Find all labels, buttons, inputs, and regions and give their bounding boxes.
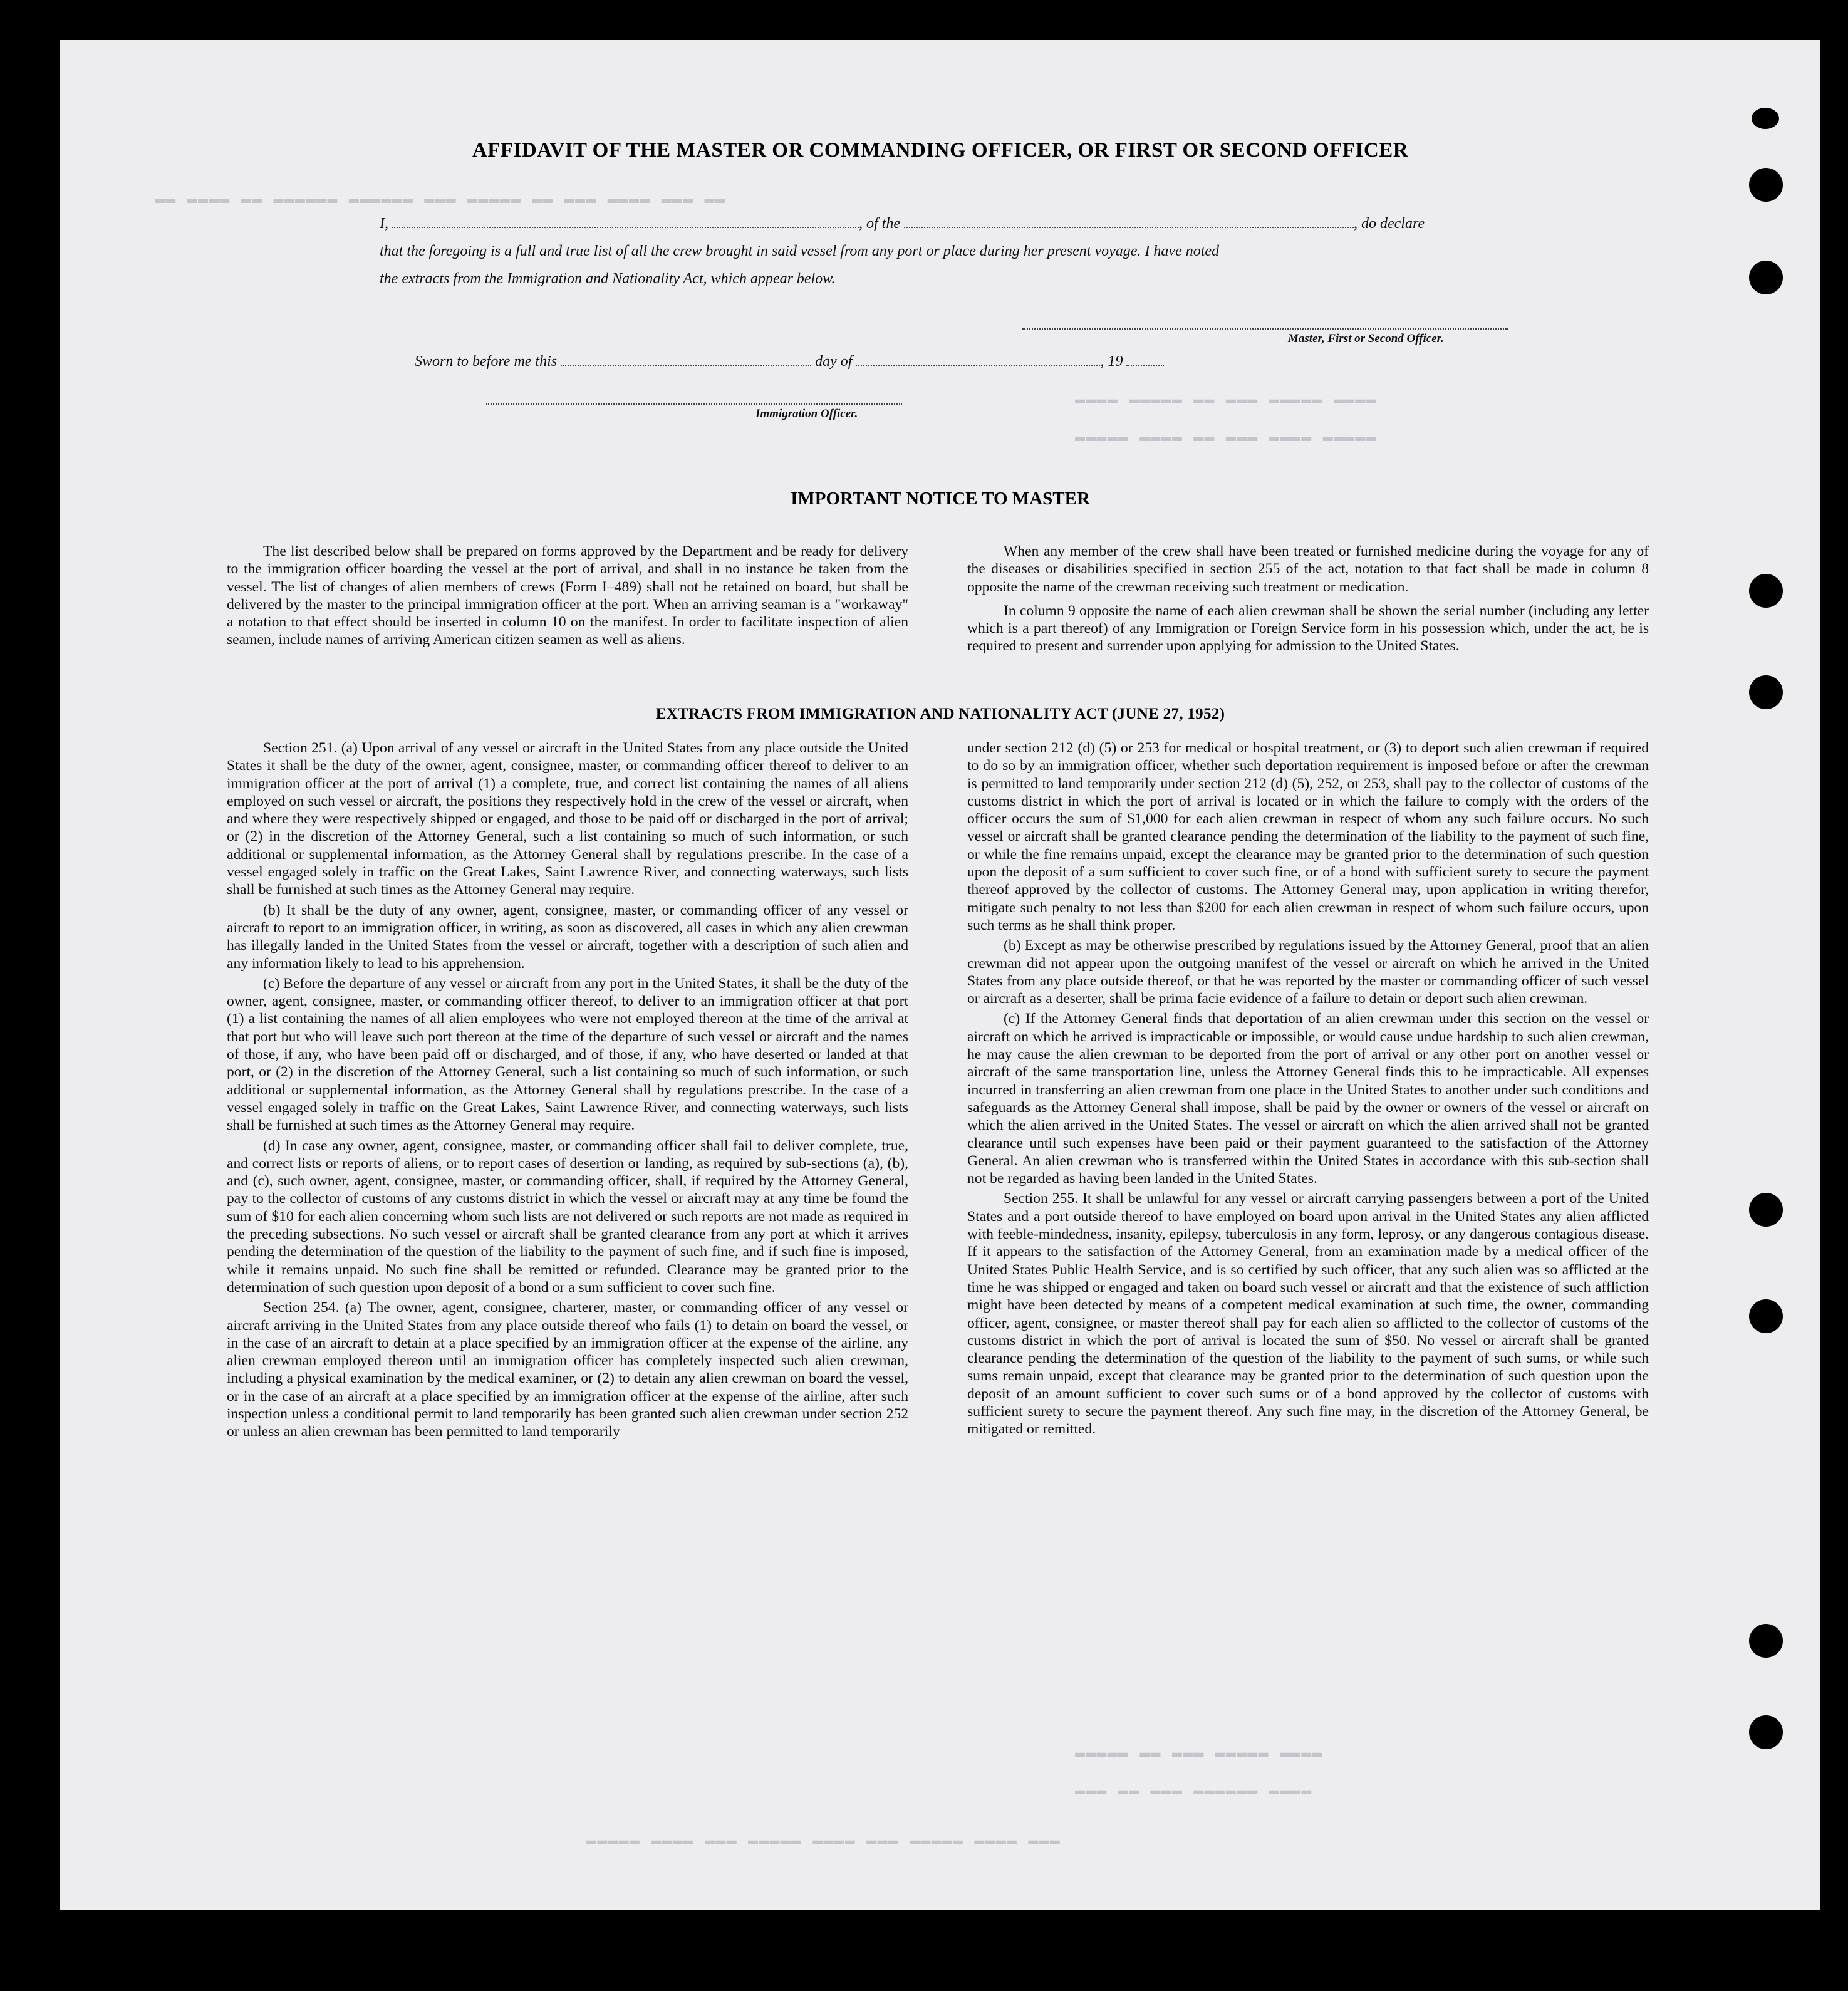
punch-hole [1752, 108, 1779, 129]
punch-hole [1749, 574, 1783, 608]
sworn-year-field[interactable] [1126, 364, 1164, 366]
punch-hole [1749, 1299, 1783, 1333]
section-254a-continued: under section 212 (d) (5) or 253 for medical or hospital treatment, or (3) to deport such alien crewman if required to do so by an immigration officer, whether such deportation requirement is imposed before or after the crewman is permitted to land temporarily under section 212 (d) (5), 252, or 253, shall pay to the collector of customs of the customs district in which the port of arrival is located or in which the failure to comply with the orders of the officer occurs the sum of $1,000 for each alien crewman in respect of whom any such failure occurs. No such vessel or aircraft shall be granted clearance pending the determination of the liability to the payment of such fine, or while the fine remains unpaid, except the clearance may be granted prior to the determination of such question upon the deposit of a sum sufficient to cover such fine, or of a bond with sufficient surety to secure the payment thereof approved by the collector of customs. The Attorney General may, upon application in writing therefor, mitigate such penalty to not less than $200 for each alien crewman in respect of whom such failure occurs, upon such terms as he shall think proper. [967, 740, 1649, 933]
bleed-through-texture: ▬▬▬▬▬ ▬▬▬▬ ▬▬ ▬▬▬ ▬▬▬▬ ▬▬▬▬▬ [1075, 429, 1377, 447]
bleed-through-texture: ▬▬▬▬▬ ▬▬ ▬▬▬ ▬▬▬▬▬ ▬▬▬▬ [1075, 1744, 1323, 1763]
sworn-line [415, 353, 1164, 370]
i-label: I, [380, 216, 388, 232]
day-of-label: day of [815, 353, 853, 370]
bleed-through-texture: ▬▬▬▬ ▬▬▬▬▬ ▬▬ ▬▬▬ ▬▬▬▬▬ ▬▬▬▬ [1075, 391, 1377, 410]
immigration-officer-signature-line[interactable] [486, 403, 902, 405]
section-251b: (b) It shall be the duty of any owner, agent, consignee, master, or commanding officer of any vessel or aircraft to report to an immigration officer, in writing, as soon as discovered, all cases in which any alien crewman has illegally landed in the United States from the vessel or aircraft, together with a description of such alien and any information likely to lead to his apprehension. [227, 902, 908, 972]
bleed-through-texture: ▬▬▬ ▬▬ ▬▬▬ ▬▬▬▬▬▬ ▬▬▬▬ [1075, 1782, 1312, 1801]
declaration-line-3: the extracts from the Immigration and Nationality Act, which appear below. [380, 271, 836, 287]
section-251c: (c) Before the departure of any vessel or aircraft from any port in the United States, it shall be the duty of the owner, agent, consignee, master, or commanding officer thereof, to deliver to an immigration officer at that port (1) a list containing the names of all alien employees who were not employed thereon at the time of the arrival at that port but who will leave such port thereon at the time of the departure of such vessel or aircraft and the names of those, if any, who have been paid off or discharged, and of those, if any, who have deserted or landed at that port, or (2) in the discretion of the Attorney General, such a list containing so much of such information, or such additional or supplemental information, as the Attorney General shall by regulations prescribe. In the case of a vessel engaged solely in traffic on the Great Lakes, Saint Lawrence River, and connecting waterways, such lists shall be furnished at such times as the Attorney General may require. [227, 975, 908, 1134]
declaration-line-1 [380, 216, 1425, 232]
punch-hole [1749, 1715, 1783, 1749]
punch-hole [1749, 168, 1783, 202]
vessel-name-field[interactable] [904, 226, 1354, 228]
extracts-right-column [967, 739, 1649, 1441]
bleed-through-texture: ▬▬▬▬▬ ▬▬▬▬ ▬▬▬ ▬▬▬▬▬ ▬▬▬▬ ▬▬▬ ▬▬▬▬▬ ▬▬▬▬ ▬▬▬ [586, 1832, 1061, 1851]
master-name-field[interactable] [392, 226, 859, 228]
sworn-day-field[interactable] [561, 364, 811, 366]
notice-left-column [227, 543, 908, 652]
punch-hole [1749, 1624, 1783, 1658]
section-255: Section 255. It shall be unlawful for any vessel or aircraft carrying passengers between a port of the United States and a port outside thereof to have employed on board upon arrival in the United States any alien afflicted with feeble-mindedness, insanity, epilepsy, tuberculosis in any form, leprosy, or any dangerous contagious disease. If it appears to the satisfaction of the Attorney General, from an examination made by a medical officer of the United States Public Health Service, and is so certified by such officer, that any such alien was so afflicted at the time he was shipped or engaged and taken on board such vessel or aircraft and that the existence of such affliction might have been detected by means of a competent medical examination at such time, the owner, commanding officer, agent, consignee, or master thereof shall pay for each alien so afflicted to the collector of customs of the customs district in which the port of arrival is located the sum of $50. No vessel or aircraft shall be granted clearance pending the determination of the question of the liability to the payment of such sums, or while such sums remain unpaid, except that clearance may be granted prior to the determination of such question upon the deposit of an amount sufficient to cover such sums or of a bond approved by the collector of customs with sufficient surety to secure the payment thereof. Any such fine may, in the discretion of the Attorney General, be mitigated or remitted. [967, 1190, 1649, 1438]
punch-hole [1749, 1193, 1783, 1227]
notice-right-paragraph: In column 9 opposite the name of each alien crewman shall be shown the serial number (including any letter which is a part thereof) of any Immigration or Foreign Service form in his possession which, under the act, he is required to present and surrender upon applying for admission to the United States. [967, 602, 1649, 655]
section-251a: Section 251. (a) Upon arrival of any vessel or aircraft in the United States from any place outside the United States it shall be the duty of the owner, agent, consignee, master, or commanding officer thereof to deliver to an immigration officer at the port of arrival (1) a complete, true, and correct list containing the names of all aliens employed on such vessel or aircraft, the positions they respectively hold in the crew of the vessel or aircraft, when and where they were respectively shipped or engaged, and those to be paid off or discharged in the port of arrival; or (2) in the discretion of the Attorney General, such a list containing so much of such information, or such additional or supplemental information, as the Attorney General shall by regulations prescribe. In the case of a vessel engaged solely in traffic on the Great Lakes, Saint Lawrence River, and connecting waterways, such lists shall be furnished at such times as the Attorney General may require. [227, 740, 908, 898]
section-254c: (c) If the Attorney General finds that deportation of an alien crewman under this section on the vessel or aircraft on which he arrived is impracticable or impossible, or would cause undue hardship to such alien crewman, he may cause the alien crewman to be deported from the port of arrival or any other port on another vessel or aircraft of the same transportation line, unless the Attorney General finds this to be impracticable. All expenses incurred in transferring an alien crewman from one place in the United States to another under such conditions and safeguards as the Attorney General shall impose, shall be paid by the owner or owners of the vessel or aircraft on which the alien arrived in the United States. The vessel or aircraft on which the alien arrived shall not be granted clearance until such expenses have been paid or their payment guaranteed to the satisfaction of the Attorney General. An alien crewman who is transferred within the United States in accordance with this sub-section shall not be regarded as having been landed in the United States. [967, 1011, 1649, 1187]
section-254a: Section 254. (a) The owner, agent, consignee, charterer, master, or commanding officer of any vessel or aircraft arriving in the United States from any place outside thereof who fails (1) to detain on board the vessel, or in the case of an aircraft to detain at a place specified by an immigration officer at the expense of the airline, any alien crewman employed thereon until an immigration officer has completely inspected such alien crewman, including a physical examination by the medical examiner, or (2) to detain any alien crewman on board the vessel, or in the case of an aircraft at a place specified by an immigration officer at the expense of the airline, after such inspection unless a conditional permit to land temporarily has been granted such alien crewman under section 252 or unless an alien crewman has been permitted to land temporarily [227, 1299, 908, 1440]
notice-right-paragraph: When any member of the crew shall have been treated or furnished medicine during the voyage for any of the diseases or disabilities specified in section 255 of the act, notation to that fact shall be made in column 8 opposite the name of the crewman receiving such treatment or medication. [967, 543, 1649, 595]
punch-hole [1749, 675, 1783, 709]
affidavit-title: AFFIDAVIT OF THE MASTER OR COMMANDING OFFICER, OR FIRST OR SECOND OFFICER [472, 139, 1409, 162]
year-label: , 19 [1100, 353, 1123, 370]
notice-title: IMPORTANT NOTICE TO MASTER [791, 489, 1090, 509]
extracts-left-column [227, 739, 908, 1443]
bleed-through-texture: ▬▬ ▬▬▬ ▬▬▬▬ ▬▬▬ ▬▬ ▬▬▬▬▬ ▬▬▬ ▬▬▬▬▬▬ ▬▬▬▬▬▬ ▬▬ ▬▬▬▬ ▬▬ [154, 190, 725, 209]
punch-hole [1749, 261, 1783, 294]
section-254b: (b) Except as may be otherwise prescribed by regulations issued by the Attorney General, proof that an alien crewman did not appear upon the outgoing manifest of the vessel or aircraft on which he arrived in the United States from any place outside thereof, or that he was reported by the master or commanding officer of such vessel or aircraft as a deserter, shall be prima facie evidence of a failure to detain or deport such alien crewman. [967, 937, 1649, 1007]
notice-left-paragraph: The list described below shall be prepared on forms approved by the Department and be ready for delivery to the immigration officer boarding the vessel at the port of arrival, and shall in no instance be taken from the vessel. The list of changes of alien members of crews (Form I–489) shall not be retained on board, but shall be delivered by the master to the principal immigration officer at the port. When an arriving seaman is a "workaway" a notation to that effect should be inserted in column 10 on the manifest. In order to facilitate inspection of alien seamen, include names of arriving American citizen seamen as well as aliens. [227, 543, 908, 648]
document-page [60, 40, 1820, 1910]
sworn-prefix: Sworn to before me this [415, 353, 558, 370]
notice-right-column [967, 543, 1649, 658]
immigration-officer-caption: Immigration Officer. [755, 407, 858, 420]
section-251d: (d) In case any owner, agent, consignee, master, or commanding officer shall fail to deliver complete, true, and correct lists or reports of aliens, or to report cases of desertion or landing, as required by sub-sections (a), (b), and (c), such owner, agent, consignee, master, or commanding officer, shall, if required by the Attorney General, pay to the collector of customs of any customs district in which the vessel or aircraft may at any time be found the sum of $10 for each alien concerning whom such lists are not delivered or such reports are not made as required in the preceding subsections. No such vessel or aircraft shall be granted clearance from any port at which it arrives pending the determination of the question of the liability to the payment of such fine, and if such fine is imposed, while it remains unpaid. No such fine shall be remitted or refunded. Clearance may be granted prior to the determination of such question upon deposit of a bond or a sum sufficient to cover such fine. [227, 1137, 908, 1296]
master-signature-line[interactable] [1022, 328, 1508, 330]
of-the-label: , of the [859, 216, 900, 232]
declaration-line-2: that the foregoing is a full and true list of all the crew brought in said vessel from any port or place during her present voyage. I have noted [380, 243, 1220, 259]
do-declare-label: , do declare [1354, 216, 1425, 232]
sworn-month-field[interactable] [856, 364, 1100, 366]
master-signature-caption: Master, First or Second Officer. [1288, 332, 1444, 345]
extracts-title: EXTRACTS FROM IMMIGRATION AND NATIONALITY ACT (JUNE 27, 1952) [655, 705, 1225, 722]
